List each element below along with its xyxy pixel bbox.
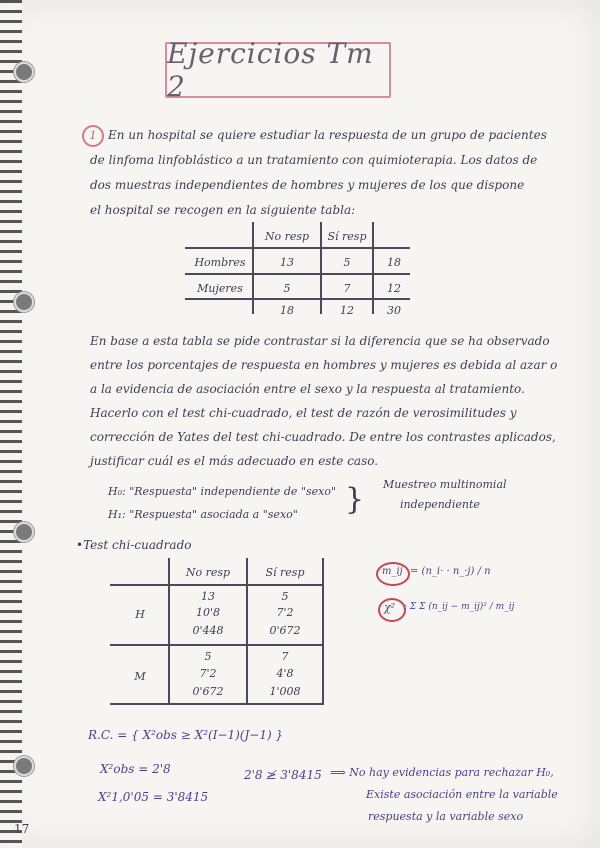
side-note: Muestreo multinomial bbox=[383, 478, 507, 491]
formula: = (n_i· · n_·j) / n bbox=[410, 566, 491, 577]
table-total: 30 bbox=[387, 304, 401, 317]
formula: : Σ Σ (n_ij − m_ij)² / m_ij bbox=[404, 602, 515, 612]
chi-observed: X²obs = 2'8 bbox=[100, 762, 171, 776]
observed-value: 5 bbox=[204, 650, 212, 663]
binder-hole-icon bbox=[14, 756, 34, 776]
table-header: Sí resp bbox=[327, 230, 367, 243]
expected-value: 7'2 bbox=[276, 606, 294, 619]
hypothesis-h1: H₁: "Respuesta" asociada a "sexo" bbox=[108, 508, 298, 521]
page-number: 17 bbox=[14, 822, 30, 836]
question-line: corrección de Yates del test chi-cuadrado. De entre los contrastes aplicados, bbox=[90, 430, 556, 444]
expected-value: 4'8 bbox=[276, 667, 294, 680]
conclusion-line: respuesta y la variable sexo bbox=[368, 810, 524, 823]
row-label: M bbox=[134, 670, 146, 683]
expected-value: 7'2 bbox=[199, 667, 217, 680]
binder-hole-icon bbox=[14, 522, 34, 542]
row-label: Mujeres bbox=[197, 282, 243, 295]
hypothesis-h0: H₀: "Respuesta" independiente de "sexo" bbox=[108, 485, 337, 498]
table-header: No resp bbox=[264, 230, 310, 243]
table-cell: 13 bbox=[280, 256, 294, 269]
table-total: 12 bbox=[340, 304, 354, 317]
binder-hole-icon bbox=[14, 292, 34, 312]
table-total: 18 bbox=[280, 304, 294, 317]
conclusion-line: ⟹ No hay evidencias para rechazar H₀, bbox=[330, 766, 554, 779]
spiral-binding bbox=[0, 0, 22, 848]
chi-contribution: 0'448 bbox=[192, 624, 224, 637]
row-label: Hombres bbox=[194, 256, 246, 269]
critical-region: R.C. = { X²obs ≥ X²(I−1)(J−1) } bbox=[88, 728, 284, 742]
problem-line: dos muestras independientes de hombres y mujeres de los que dispone bbox=[90, 178, 525, 192]
table-cell: 12 bbox=[387, 282, 401, 295]
row-label: H bbox=[135, 608, 145, 621]
observed-value: 13 bbox=[201, 590, 215, 603]
comparison: 2'8 ≱ 3'8415 bbox=[244, 768, 322, 782]
table-cell: 5 bbox=[343, 256, 351, 269]
formula-label: χ² bbox=[384, 601, 396, 614]
chi-contribution: 0'672 bbox=[192, 685, 224, 698]
question-line: En base a esta tabla se pide contrastar si la diferencia que se ha observado bbox=[90, 334, 550, 348]
binder-hole-icon bbox=[14, 62, 34, 82]
question-line: justificar cuál es el más adecuado en este caso. bbox=[90, 454, 379, 468]
table-header: Sí resp bbox=[265, 566, 305, 579]
formula-label: m_ij bbox=[382, 566, 403, 577]
problem-line: En un hospital se quiere estudiar la respuesta de un grupo de pacientes bbox=[108, 128, 547, 142]
exercise-number: 1 bbox=[82, 125, 104, 147]
brace-icon: } bbox=[345, 482, 365, 517]
section-heading: •Test chi-cuadrado bbox=[76, 538, 192, 552]
table-cell: 18 bbox=[387, 256, 401, 269]
problem-line: el hospital se recogen en la siguiente tabla: bbox=[90, 203, 356, 217]
page-title: Ejercicios Tm 2 bbox=[167, 37, 374, 103]
observed-value: 5 bbox=[281, 590, 289, 603]
expected-value: 10'8 bbox=[195, 606, 221, 619]
chi-critical: X²1,0'05 = 3'8415 bbox=[98, 790, 209, 804]
table-header: No resp bbox=[185, 566, 231, 579]
table-cell: 7 bbox=[343, 282, 351, 295]
table-cell: 5 bbox=[283, 282, 291, 295]
title-box bbox=[165, 37, 391, 103]
side-note: independiente bbox=[400, 498, 480, 511]
question-line: Hacerlo con el test chi-cuadrado, el test de razón de verosimilitudes y bbox=[90, 406, 517, 420]
conclusion-line: Existe asociación entre la variable bbox=[366, 788, 558, 801]
question-line: entre los porcentajes de respuesta en hombres y mujeres es debida al azar o bbox=[90, 358, 558, 372]
observed-value: 7 bbox=[281, 650, 289, 663]
chi-contribution: 1'008 bbox=[269, 685, 301, 698]
chi-contribution: 0'672 bbox=[269, 624, 301, 637]
problem-line: de linfoma linfoblástico a un tratamiento con quimioterapia. Los datos de bbox=[90, 153, 538, 167]
question-line: a la evidencia de asociación entre el sexo y la respuesta al tratamiento. bbox=[90, 382, 525, 396]
